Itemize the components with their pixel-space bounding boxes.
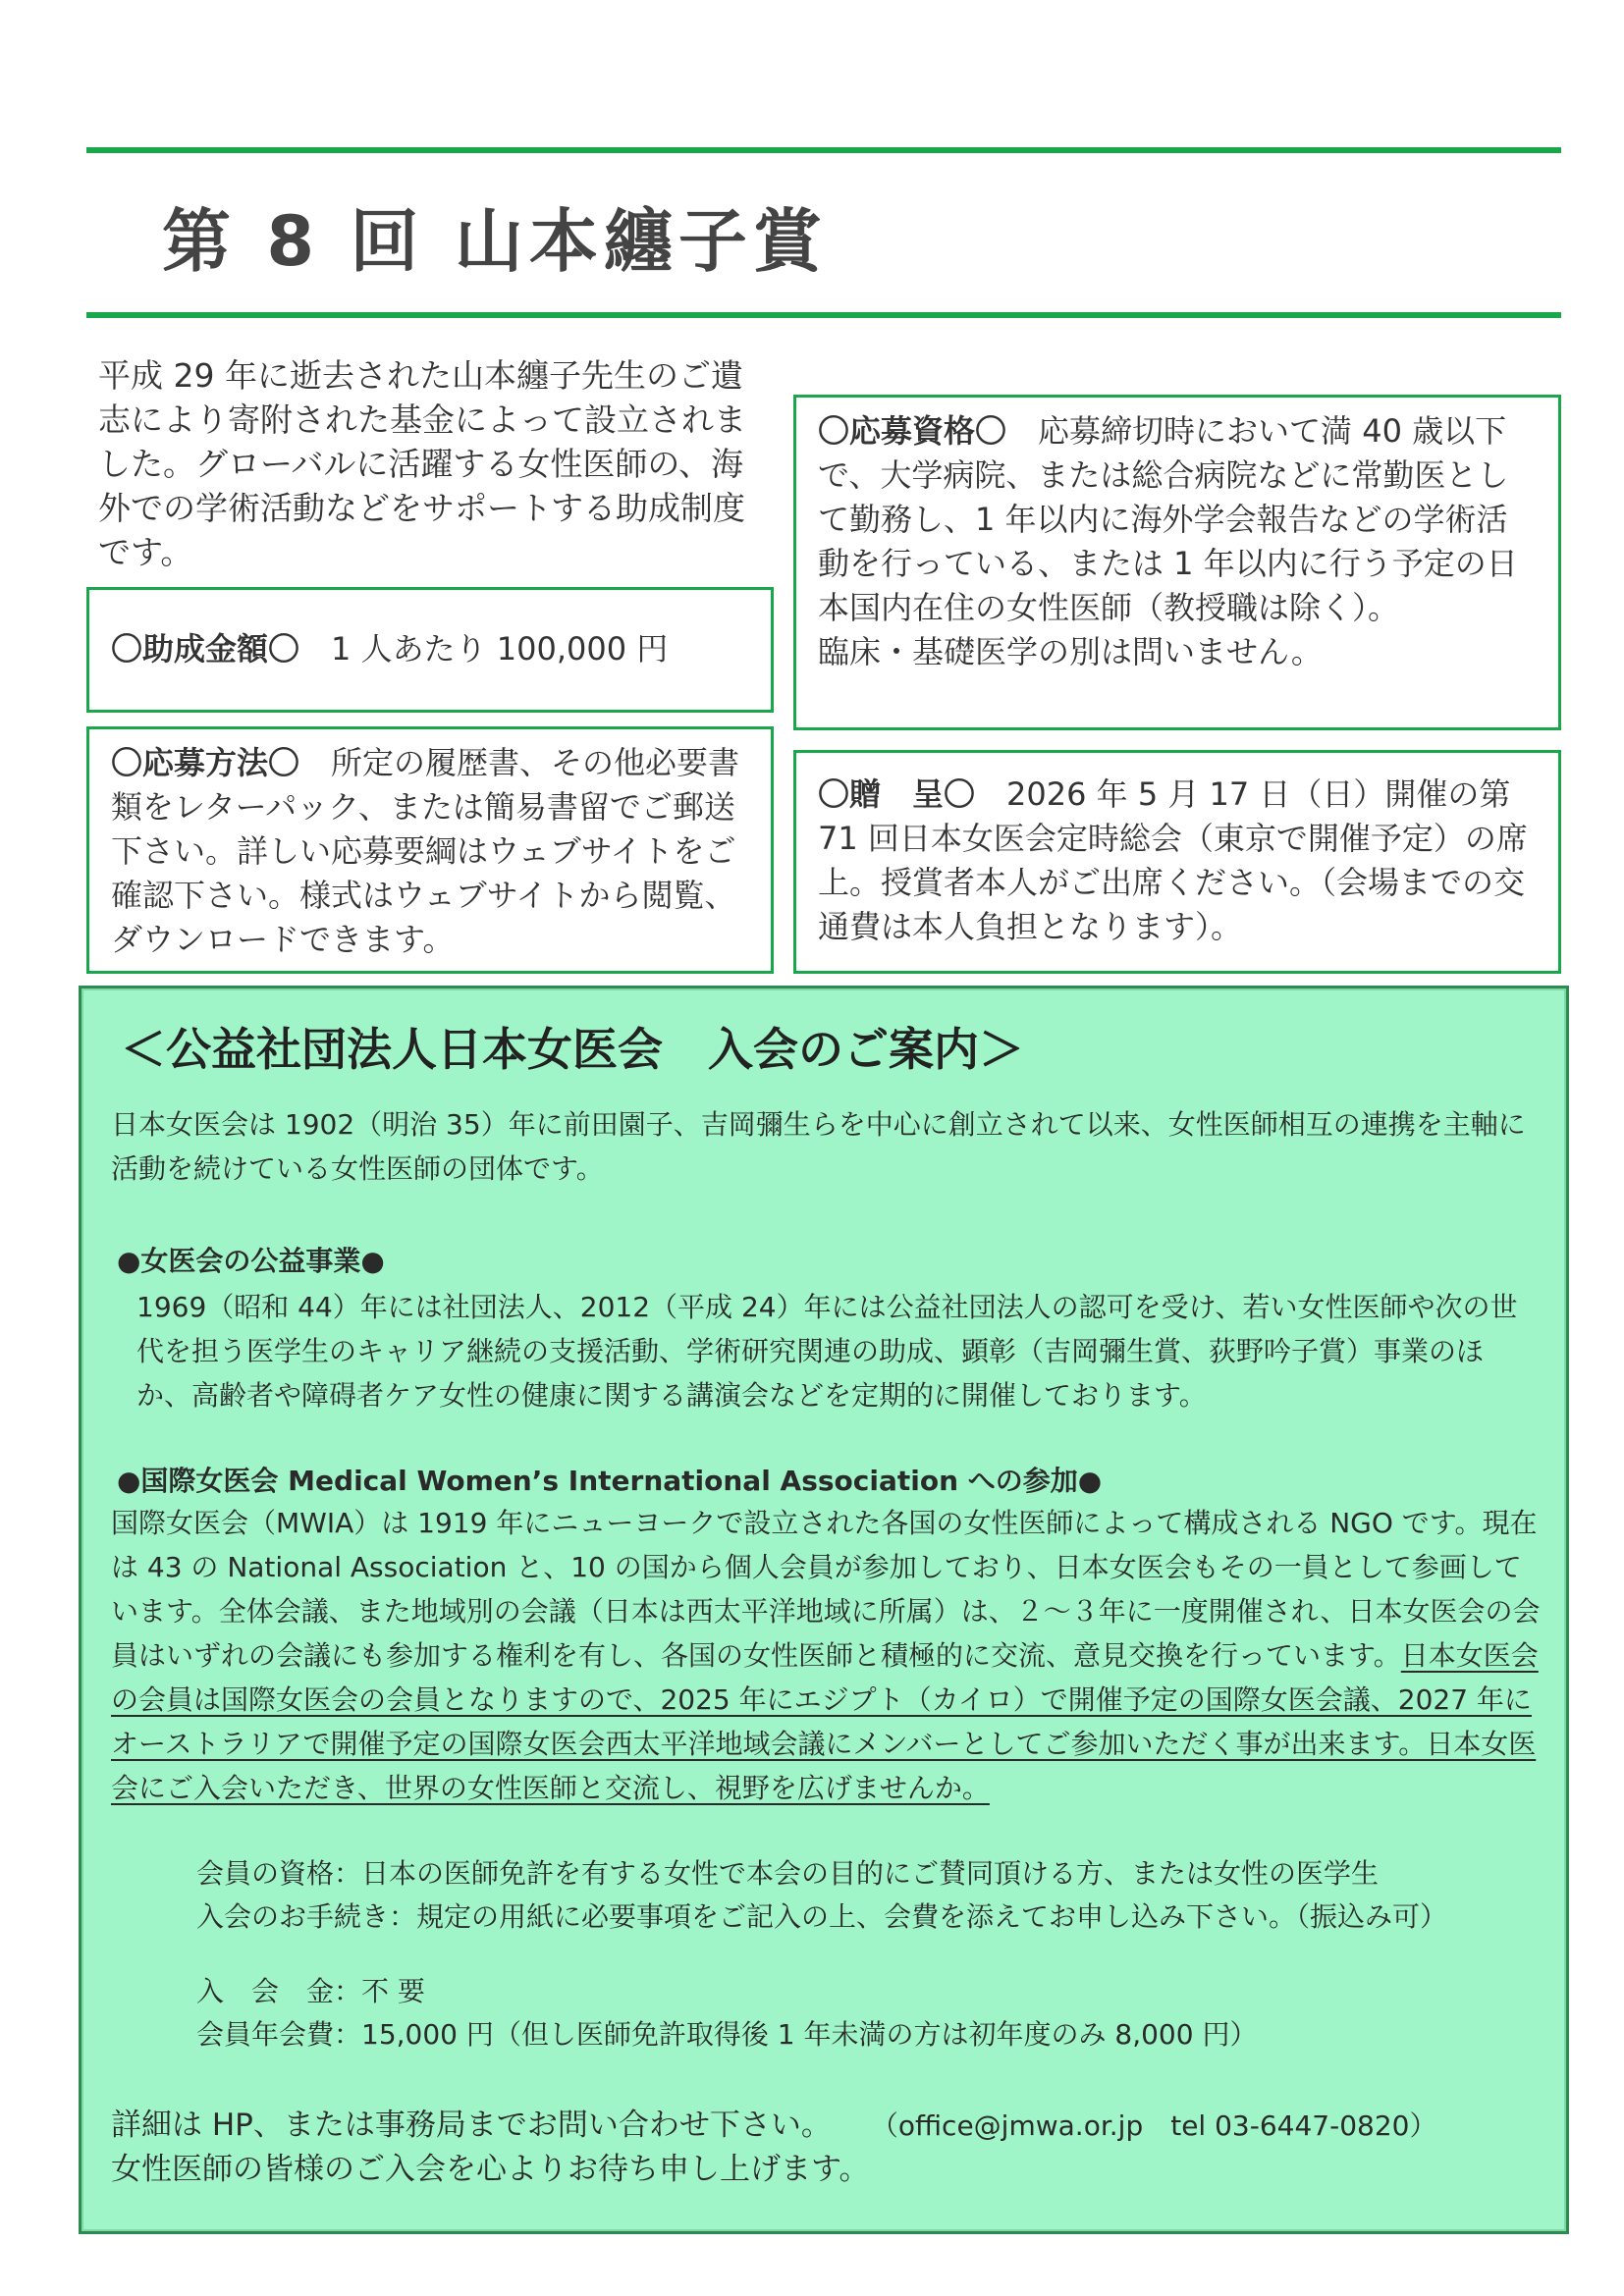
page-title: 第 8 回 山本纏子賞 <box>162 201 828 282</box>
eligibility-note: 臨床・基礎医学の別は問いません。 <box>818 633 1323 670</box>
top-divider <box>86 147 1561 153</box>
closing-message: 女性医師の皆様のご入会を心よりお待ち申し上げます。 <box>111 2152 870 2187</box>
application-method-text: 所定の履歴書、その他必要書類をレターパック、または簡易書留でご郵送下さい。詳しい応募要綱はウェブサイトをご確認下さい。様式はウェブサイトから閲覧、ダウンロードできます。 <box>111 744 740 958</box>
mwia-heading: ●国際女医会 Medical Women’s International Association への参加● <box>117 1465 1103 1497</box>
eligibility-box <box>793 395 1561 730</box>
application-method-label: 〇応募方法〇 <box>111 744 300 781</box>
contact-text: 詳細は HP、または事務局までお問い合わせ下さい。 <box>111 2108 832 2143</box>
mwia-body: 国際女医会（MWIA）は 1919 年にニューヨークで設立された各国の女性医師によって構成される NGO です。現在は 43 の National Association と、10 の国から個人会員が参加しており、日本女医会もその一員として参画しています。全体会議、また地域別の会議（日本は西太平洋地域に所属）は、２～３年に一度開催され、日本女医会の会員はいずれの会議にも参加する権利を有し、各国の女性医師と積極的に交流、意見交換を行っています。 <box>111 1507 1541 1672</box>
award-text: 2026 年 5 月 17 日（日）開催の第 71 回日本女医会定時総会（東京で開催予定）の席上。授賞者本人がご出席ください。（会場までの交通費は本人負担となります）。 <box>818 775 1528 945</box>
grant-amount-label: 〇助成金額〇 <box>111 630 300 667</box>
award-label: 〇贈 呈〇 <box>818 775 976 813</box>
member-qualification: 会員の資格：日本の医師免許を有する女性で本会の目的にご賛同頂ける方、または女性の医学生 <box>196 1857 1380 1890</box>
mwia-underlined-text: 日本女医会の会員は国際女医会の会員となりますので、2025 年にエジプト（カイロ）で開催予定の国際女医会議、2027 年にオーストラリアで開催予定の国際女医会西太平洋地域会議にメンバーとしてご参加いただく事が出来ます。日本女医会にご入会いただき、世界の女性医師と交流し、視野を広げませんか。 <box>111 1639 1539 1804</box>
membership-procedure: 入会のお手続き：規定の用紙に必要事項をご記入の上、会費を添えてお申し込み下さい。（振込み可） <box>196 1900 1448 1933</box>
award-presentation-box <box>793 750 1561 974</box>
contact-info: （office@jmwa.or.jp tel 03-6447-0820） <box>884 2109 1437 2142</box>
membership-intro: 日本女医会は 1902（明治 35）年に前田園子、吉岡彌生らを中心に創立されて以来、女性医師相互の連携を主軸に活動を続けている女性医師の団体です。 <box>111 1108 1526 1185</box>
membership-panel <box>79 986 1569 2234</box>
mwia-body-container <box>111 1501 1546 1810</box>
grant-amount-box <box>86 587 774 713</box>
award-intro: 平成 29 年に逝去された山本纏子先生のご遺志により寄附された基金によって設立されました。グローバルに活躍する女性医師の、海外での学術活動などをサポートする助成制度です。 <box>98 356 746 571</box>
eligibility-text: 応募締切時において満 40 歳以下で、大学病院、または総合病院などに常勤医として勤務し、1 年以内に海外学会報告などの学術活動を行っている、または 1 年以内に行う予定の日本国内在住の女性医師（教授職は除く）。 <box>818 412 1518 626</box>
contact-line <box>111 2104 1436 2148</box>
title-divider <box>86 312 1561 318</box>
grant-amount-text: 1 人あたり 100,000 円 <box>331 630 669 667</box>
public-works-body: 1969（昭和 44）年には社団法人、2012（平成 24）年には公益社団法人の認可を受け、若い女性医師や次の世代を担う医学生のキャリア継続の支援活動、学術研究関連の助成、顕彰（吉岡彌生賞、荻野吟子賞）事業のほか、高齢者や障碍者ケア女性の健康に関する講演会などを定期的に開催しております。 <box>136 1291 1518 1412</box>
eligibility-label: 〇応募資格〇 <box>818 412 1007 450</box>
annual-fee: 会員年会費：15,000 円（但し医師免許取得後 1 年未満の方は初年度のみ 8,000 円） <box>196 2018 1258 2051</box>
application-method-box <box>86 726 774 974</box>
membership-title: ＜公益社団法人日本女医会 入会のご案内＞ <box>121 1023 1024 1076</box>
entry-fee: 入 会 金：不 要 <box>196 1975 425 2007</box>
public-works-heading: ●女医会の公益事業● <box>117 1245 385 1277</box>
